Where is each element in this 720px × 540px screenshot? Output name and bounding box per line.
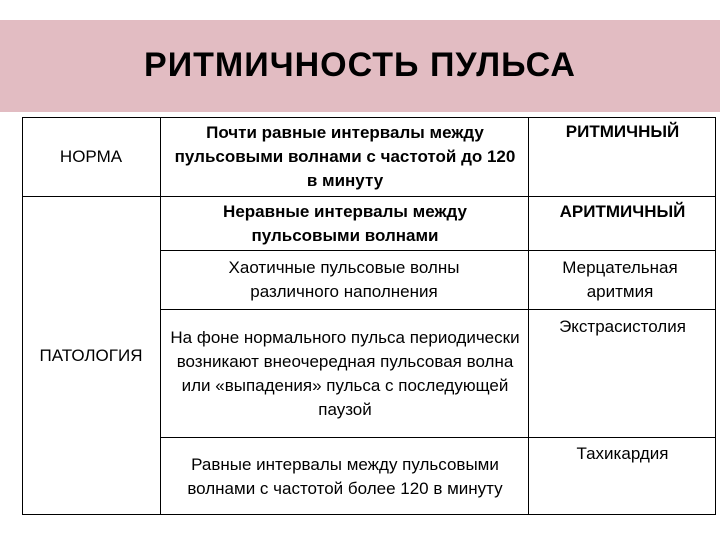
row-2-description: Неравные интервалы между пульсовыми волнами (223, 201, 467, 245)
row-4-description: На фоне нормального пульса периодически возникают внеочередная пульсовая волна или «выпадения» пульса с последующей паузой (170, 328, 520, 419)
row-1-result: РИТМИЧНЫЙ (565, 122, 680, 141)
table-row-description (186, 440, 504, 514)
page-title: РИТМИЧНОСТЬ ПУЛЬСА (144, 46, 576, 84)
table-row-result (529, 200, 716, 240)
table-row-description (184, 252, 504, 308)
table-divider (160, 117, 161, 515)
row-4-result: Экстрасистолия (559, 317, 686, 336)
table-row-result (545, 252, 695, 308)
table-divider (160, 196, 716, 197)
table-divider (160, 437, 716, 438)
table-divider (160, 309, 716, 310)
row-1-description: Почти равные интервалы между пульсовыми волнами с частотой до 120 в минуту (174, 123, 516, 190)
table-row-description (168, 312, 522, 436)
table-row-result (529, 120, 716, 180)
row-5-result: Тахикардия (576, 444, 669, 463)
row-3-description: Хаотичные пульсовые волны различного наполнения (228, 258, 460, 301)
table-row-description (168, 119, 522, 195)
table-row-result (529, 442, 716, 482)
table-divider (160, 250, 716, 251)
table-row-description (168, 198, 522, 249)
table-row-result (529, 315, 716, 355)
group-norm-label: НОРМА (59, 146, 123, 166)
row-2-result: АРИТМИЧНЫЙ (559, 202, 686, 221)
row-5-description: Равные интервалы между пульсовыми волнами с частотой более 120 в минуту (187, 455, 503, 498)
group-pathology-label: ПАТОЛОГИЯ (39, 346, 143, 365)
row-3-result: Мерцательная аритмия (562, 258, 678, 301)
